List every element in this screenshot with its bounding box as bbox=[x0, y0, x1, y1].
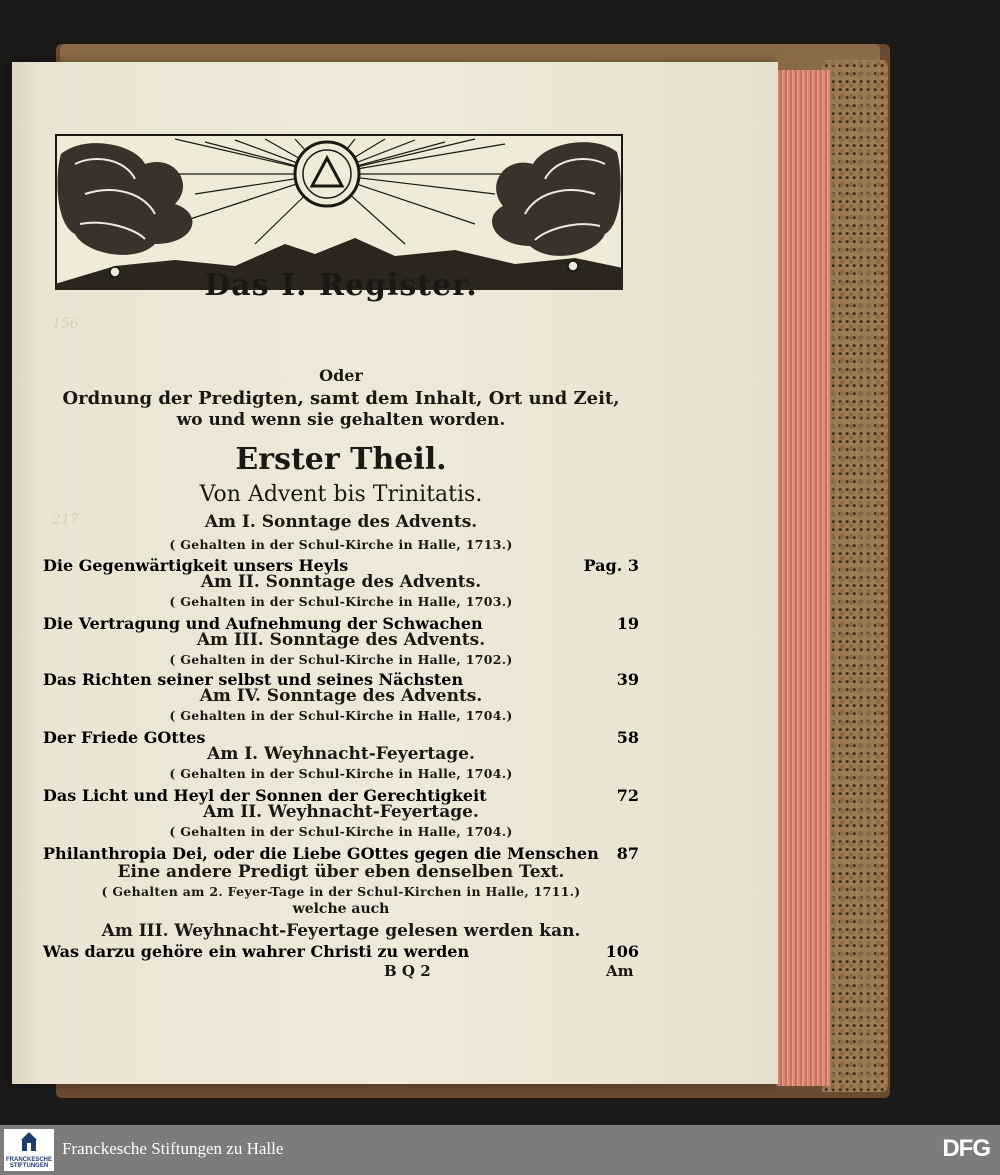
register-subtitle-line2: wo und wenn sie gehalten worden. bbox=[176, 410, 506, 430]
sermon-title: Die Gegenwärtigkeit unsers Heyls bbox=[43, 556, 349, 575]
page-number: 87 bbox=[616, 844, 639, 863]
sunday-heading: Am I. Sonntage des Advents. bbox=[204, 512, 478, 532]
part-title: Erster Theil. bbox=[235, 442, 447, 477]
institution-logo[interactable] bbox=[4, 1129, 54, 1171]
show-through: 156 bbox=[52, 316, 79, 332]
welche-note: welche auch bbox=[292, 901, 390, 917]
page-number: 39 bbox=[616, 670, 639, 689]
sermon-title: Der Friede GOttes bbox=[43, 728, 206, 747]
dfg-logo[interactable]: DFG bbox=[942, 1135, 990, 1162]
held-note: ( Gehalten in der Schul-Kirche in Halle, 1703.) bbox=[169, 594, 513, 609]
read-on-note: Am III. Weyhnacht-Feyertage gelesen werden kan. bbox=[101, 921, 581, 941]
sunday-heading: Am I. Weyhnacht-Feyertage. bbox=[207, 744, 475, 764]
logo-text-line1: FRANCKESCHE bbox=[5, 1157, 52, 1163]
sermon-title: Was darzu gehöre ein wahrer Christi zu werden bbox=[43, 942, 470, 961]
institution-name: Franckesche Stiftungen zu Halle bbox=[62, 1139, 284, 1158]
catchword: Am bbox=[606, 962, 634, 980]
sermon-title: Das Richten seiner selbst und seines Nächsten bbox=[43, 670, 464, 689]
signature-mark: B Q 2 bbox=[384, 962, 431, 980]
page-number: 19 bbox=[616, 614, 639, 633]
held-note: ( Gehalten in der Schul-Kirche in Halle, 1702.) bbox=[169, 652, 513, 667]
register-entry bbox=[43, 942, 639, 964]
show-through: 217 bbox=[52, 512, 79, 528]
page-number: 106 bbox=[605, 942, 639, 961]
page-number: 58 bbox=[616, 728, 639, 747]
logo-text-line2: STIFTUNGEN bbox=[9, 1163, 49, 1169]
sunday-heading: Am IV. Sonntage des Advents. bbox=[199, 686, 483, 706]
held-note: ( Gehalten in der Schul-Kirche in Halle, 1704.) bbox=[169, 766, 513, 781]
page-edges bbox=[776, 70, 830, 1086]
sermon-title: Die Vertragung und Aufnehmung der Schwachen bbox=[43, 614, 483, 633]
register-title: Das I. Register. bbox=[204, 268, 478, 303]
page-number: 72 bbox=[616, 786, 639, 805]
sermon-title: Philanthropia Dei, oder die Liebe GOttes gegen die Menschen bbox=[43, 844, 599, 863]
sermon-title: Das Licht und Heyl der Sonnen der Gerechtigkeit bbox=[43, 786, 487, 805]
sunday-heading: Am II. Weyhnacht-Feyertage. bbox=[203, 802, 479, 822]
woodcut-headpiece-trinity-image bbox=[55, 134, 623, 290]
held-note: ( Gehalten in der Schul-Kirche in Halle, 1713.) bbox=[169, 537, 513, 552]
held-note: ( Gehalten am 2. Feyer-Tage in der Schul-Kirchen in Halle, 1711.) bbox=[101, 884, 581, 899]
period-title: Von Advent bis Trinitatis. bbox=[199, 482, 483, 507]
page-number: Pag. 3 bbox=[583, 556, 639, 575]
building-icon bbox=[20, 1131, 38, 1153]
footer-bar bbox=[0, 1125, 1000, 1175]
sunday-heading: Am II. Sonntage des Advents. bbox=[200, 572, 482, 592]
sunday-heading: Am III. Sonntage des Advents. bbox=[196, 630, 486, 650]
held-note: ( Gehalten in der Schul-Kirche in Halle, 1704.) bbox=[169, 824, 513, 839]
register-oder: Oder bbox=[319, 366, 363, 385]
book-cover-edge bbox=[822, 60, 888, 1092]
another-sermon-note: Eine andere Predigt über eben denselben Text. bbox=[117, 862, 565, 882]
held-note: ( Gehalten in der Schul-Kirche in Halle, 1704.) bbox=[169, 708, 513, 723]
register-subtitle-line1: Ordnung der Predigten, samt dem Inhalt, Ort und Zeit, bbox=[62, 388, 620, 409]
